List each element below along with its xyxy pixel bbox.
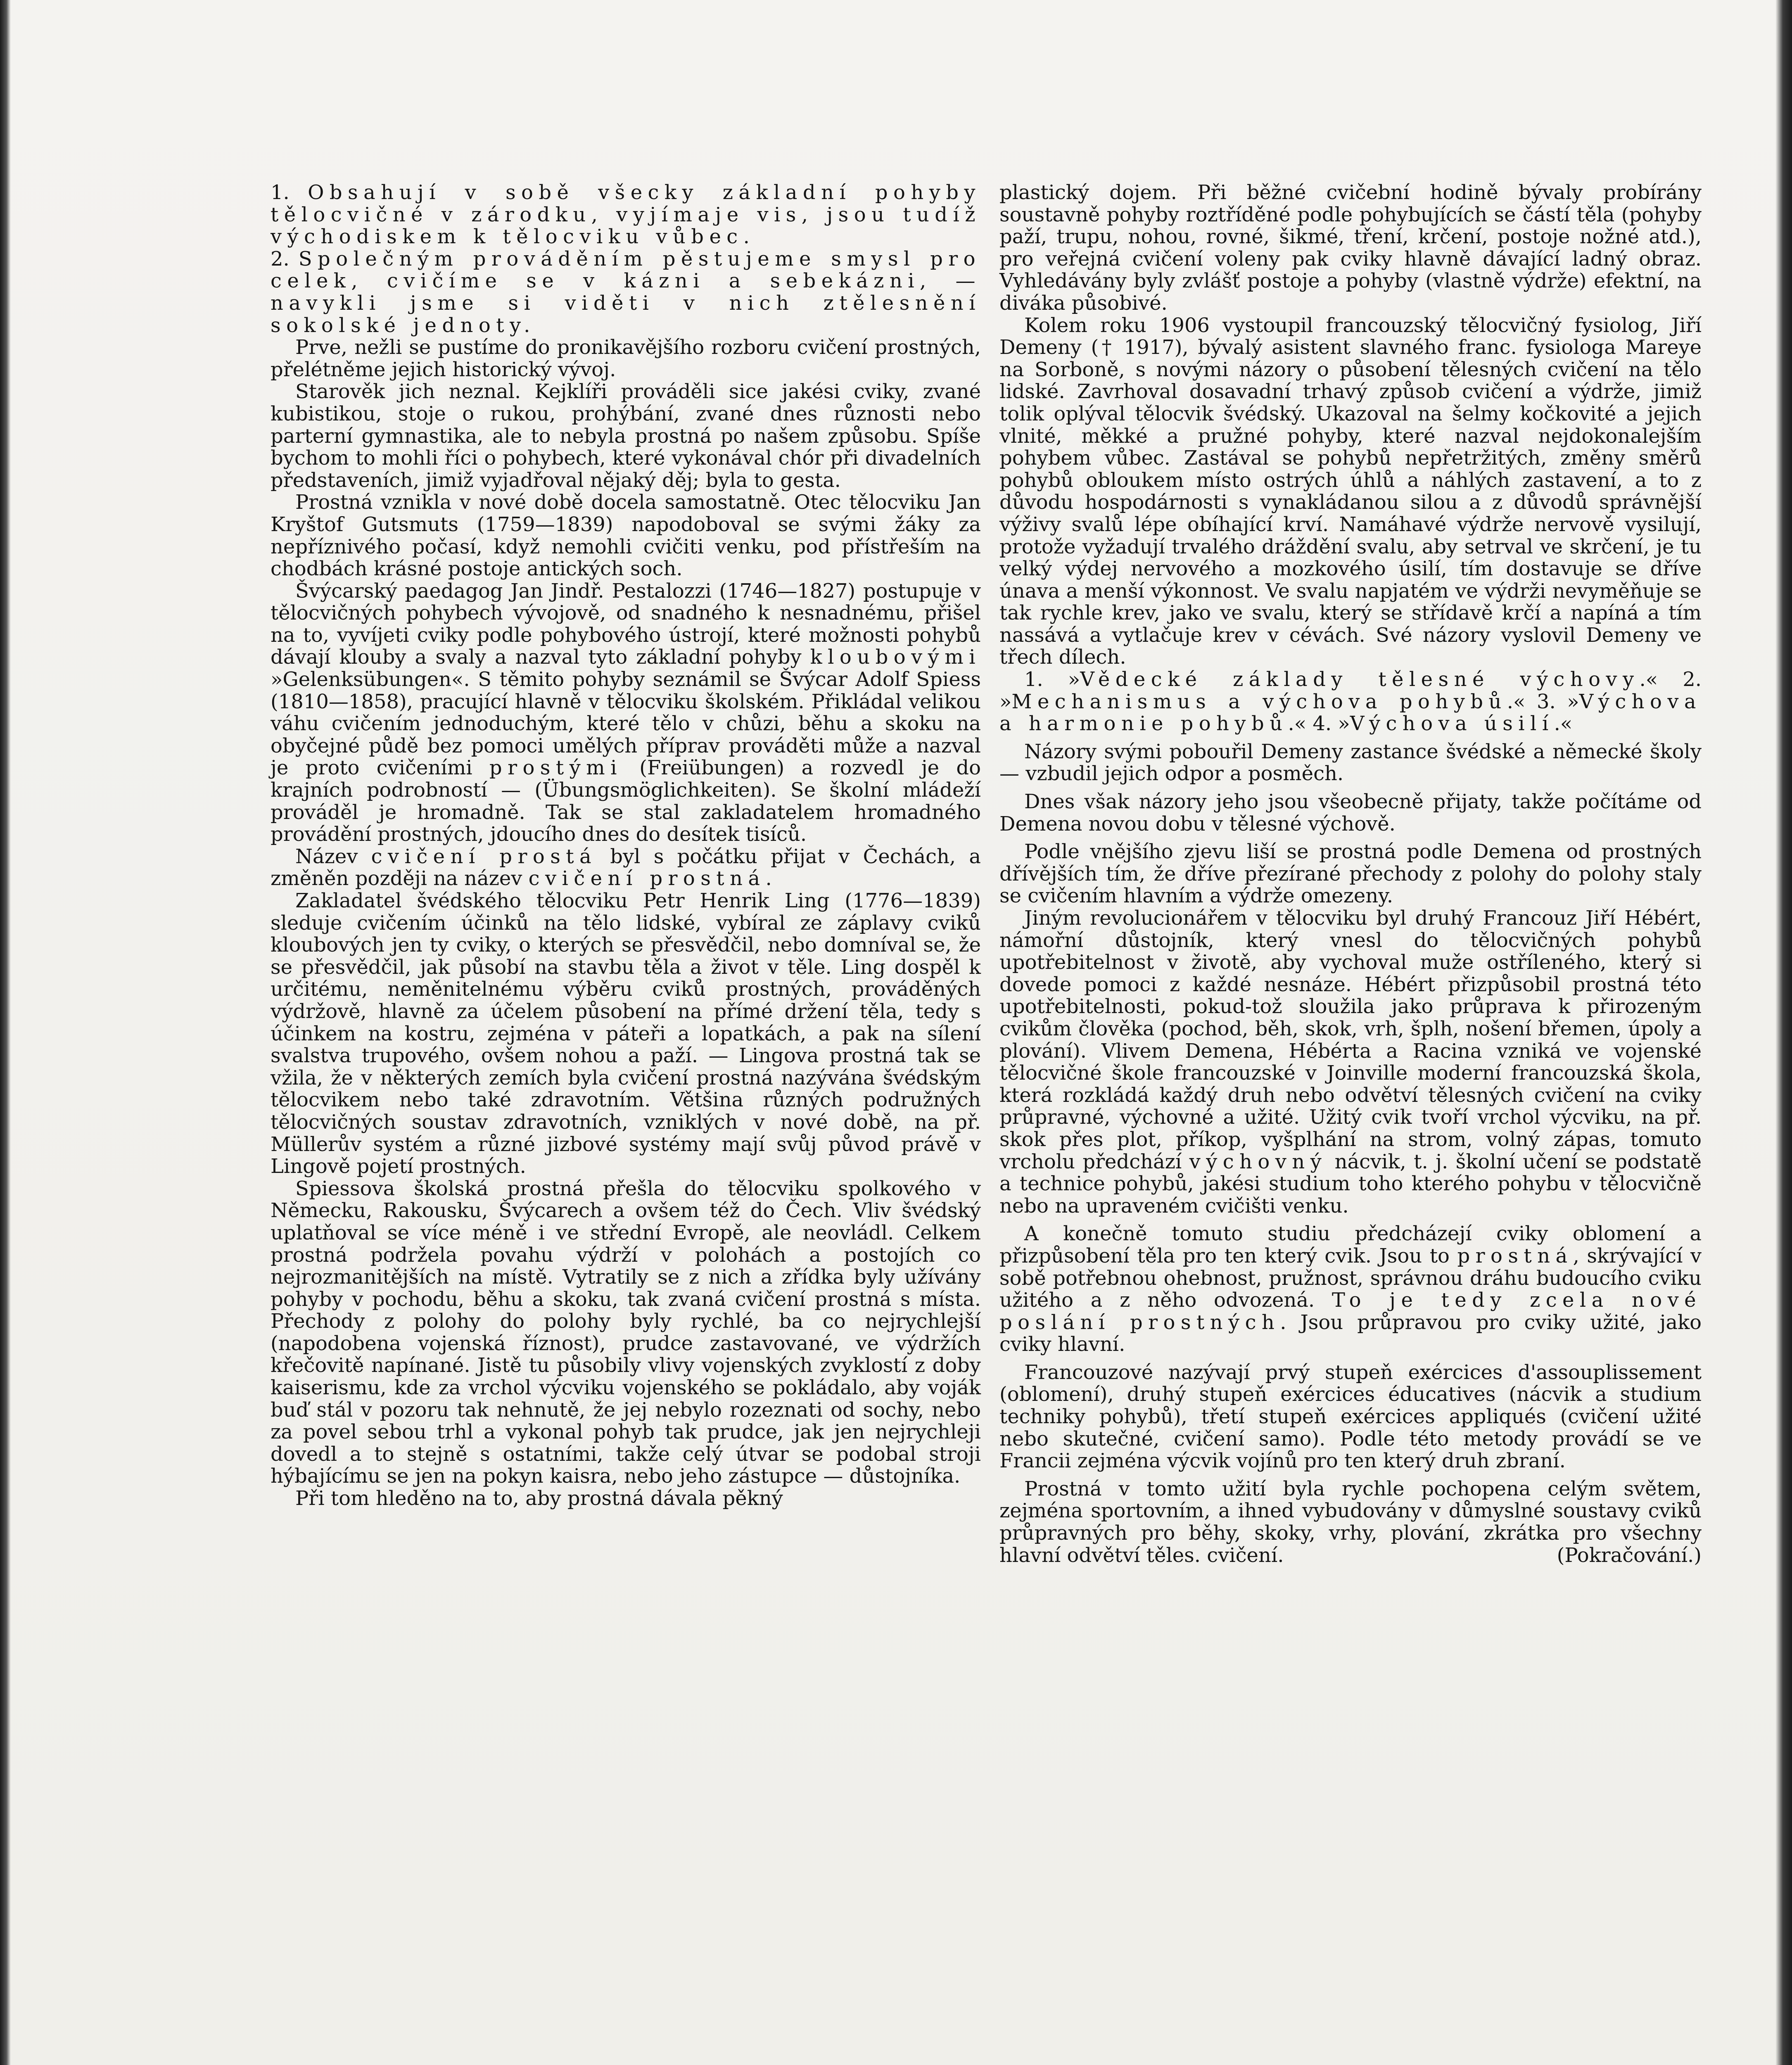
paragraph	[271, 491, 981, 580]
paragraph	[271, 580, 981, 846]
continued-note: (Pokračování.)	[1557, 1543, 1702, 1567]
paragraph	[999, 1223, 1702, 1356]
paragraph	[271, 182, 981, 248]
spaced-emphasis: Vědecké základy tělesné výchovy	[1080, 668, 1640, 691]
paragraph	[999, 1362, 1702, 1472]
spaced-emphasis: cvičení prostá	[371, 845, 597, 868]
paragraph	[271, 248, 981, 337]
spaced-emphasis: cvičení prostná	[528, 867, 766, 890]
text-run: Prve, nežli se pustíme do pronikavějšího rozboru cvičení prostných, přelétněme jejich historický vývoj.	[271, 336, 981, 381]
text-run: Prostná v tomto užití byla rychle pochopena celým světem, zejména sportovním, a ihned vybudovány v důmyslné soustavy cviků průpravných pro běhy, skoky, vrhy, plování, zkrátka pro všechny hlavní odvětví těles. cvičení.	[999, 1477, 1702, 1567]
text-run: Kolem roku 1906 vystoupil francouzský tělocvičný fysiolog, Jiří Demeny († 1917), bývalý asistent slavného franc. fysiologa Mareye na Sorboně, s novými názory o působení tělesných cvičení na tělo lidské. Zavrhoval dosavadní trhavý způsob cvičení a výdrže, jimiž tolik oplýval tělocvik švédský. Ukazoval na šelmy kočkovité a jejich vlnité, měkké a pružné pohyby, které nazval nejdokonalejším pohybem vůbec. Zastával se pohybů nepřetržitých, změny směrů pohybů obloukem místo ostrých úhlů a náhlých zastavení, a to z důvodu hospodárnosti s vynakládanou silou a z důvodů správnější výživy svalů lépe obíhající krví. Namáhavé výdrže nervově vysilují, protože vyžadují trvalého dráždění svalu, aby setrval ve skrčení, je tu velký výdej nervového a mozkového úsilí, tím dostavuje se dříve únava a menší výkonnost. Ve svalu napjatém ve výdrži nevyměňuje se tak rychle krev, jako ve svalu, který se střídavě krčí a napíná a tím nassává a vytlačuje krev v cévách. Své názory vyslovil Demeny ve třech dílech.	[999, 313, 1702, 669]
page-edge-right	[1775, 0, 1792, 2065]
text-run: Jiným revolucionářem v tělocviku byl druhý Francouz Jiří Hébért, námořní důstojník, který vnesl do tělocvičných pohybů upotřebitelnost v životě, aby vychoval muže ostříleného, který si dovede pomoci z každé nesnáze. Hébért přizpůsobil prostná této upotřebitelnosti, pokud-tož sloužila jako průprava k přirozeným cvikům člověka (pochod, běh, skok, vrh, šplh, nošení břemen, úpoly a plování). Vlivem Demena, Hébérta a Racina vzniká ve vojenské tělocvičné škole francouzské v Joinville moderní francouzská škola, která rozkládá každý druh nebo odvětví tělesných cvičení na cviky průpravné, výchovné a užité. Užitý cvik tvoří vrchol výcviku, na př. skok přes plot, příkop, vyšplhání na strom, volný zápas, tomuto vrcholu předchází	[999, 907, 1702, 1173]
spaced-emphasis: Obsahují v sobě všecky základní pohyby tělocvičné v zárodku, vyjímaje vis, jsou tudíž východiskem k tělocviku vůbec.	[271, 181, 981, 249]
left-text-column	[271, 182, 981, 1510]
text-run: 1.	[271, 181, 308, 204]
paragraph	[271, 1488, 981, 1510]
text-run: .«	[1554, 712, 1573, 736]
paragraph	[999, 841, 1702, 907]
text-run: nácvik, t. j. školní učení se podstatě a technice pohybů, jakési studium toho kterého pohybu v tělocvičně nebo na upraveném cvičišti venku.	[999, 1150, 1702, 1218]
paragraph	[999, 741, 1702, 785]
paragraph	[999, 669, 1702, 735]
spaced-emphasis: Mechanismus a výchova pohybů	[1011, 690, 1507, 713]
text-run: Francouzové nazývají prvý stupeň exércices d'assouplissement (oblomení), druhý stupeň exércices éducatives (nácvik a studium techniky pohybů), třetí stupeň exércices appliqués (cvičení užité nebo skutečné, cvičení samo). Podle této metody provádí se ve Francii zejména výcvik vojínů pro ten který druh zbraní.	[999, 1360, 1702, 1473]
spaced-emphasis: prostými	[489, 756, 622, 780]
text-run: .« 4. »	[1288, 712, 1350, 736]
text-run: plastický dojem. Při běžné cvičební hodině bývaly probírány soustavně pohyby roztříděné podle pohybujících se částí těla (pohyby paží, trupu, nohou, rovné, šikmé, tření, krčení, postoje nožné atd.), pro veřejná cvičení voleny pak cviky hlavně dávající ladný obraz. Vyhledávány byly zvlášť postoje a pohyby (vlastně výdrže) efektní, na diváka působivé.	[999, 181, 1702, 315]
text-run: , skrývající v sobě potřebnou ohebnost, pružnost, správnou dráhu budoucího cviku užitého a z něho odvozená.	[999, 1244, 1702, 1312]
text-run: Názory svými pobouřil Demeny zastance švédské a německé školy — vzbudil jejich odpor a posměch.	[999, 740, 1702, 786]
spaced-emphasis: kloubovými	[810, 646, 981, 669]
text-run: »Gelenksübungen«. S těmito pohyby seznámil se Švýcar Adolf Spiess (1810—1858), pracující hlavně v tělocviku školském. Přikládal velikou váhu cvičením jednoduchým, které tělo v chůzi, běhu a skoku na obyčejné půdě bez pomoci umělých příprav prováděti může a nazval je proto cvičeními	[271, 668, 981, 780]
spaced-emphasis: To je tedy zcela nové poslání prostných	[999, 1289, 1702, 1334]
text-run: (Freiübungen) a rozvedl je do krajních podrobností — (Übungsmöglichkeiten). Se školní mládeží prováděl je hromadně. Tak se stal zakladatelem hromadného provádění prostných, jdoucího dnes do desítek tisíců.	[271, 756, 981, 846]
spaced-emphasis: Výchova úsilí	[1350, 712, 1554, 736]
text-run: Prostná vznikla v nové době docela samostatně. Otec tělocviku Jan Kryštof Gutsmuts (1759—1839) napodoboval se svými žáky za nepříznivého počasí, když nemohli cvičiti venku, pod přístřeším na chodbách krásné postoje antických soch.	[271, 491, 981, 581]
spaced-emphasis: výchovný	[1189, 1150, 1327, 1173]
spaced-emphasis: Výchova a harmonie pohybů	[999, 690, 1702, 736]
paragraph	[271, 890, 981, 1178]
paragraph	[999, 907, 1702, 1217]
paragraph	[271, 381, 981, 491]
page-edge-left	[0, 0, 11, 2065]
text-run: byl s počátku přijat v Čechách, a změněn později na název	[271, 845, 981, 890]
text-run: Švýcarský paedagog Jan Jindř. Pestalozzi (1746—1827) postupuje v tělocvičných pohybech vývojově, od snadného k nesnadnému, přišel na to, vyvíjeti cviky podle pohybového ústrojí, které možnosti pohybů dávají klouby a svaly a nazval tyto základní pohyby	[271, 579, 981, 669]
text-run: Spiessova školská prostná přešla do tělocviku spolkového v Německu, Rakousku, Švýcarech a ovšem též do Čech. Vliv švédský uplatňoval se více méně i ve střední Evropě, ale neovládl. Celkem prostná podržela povahu výdrží v polohách a postojích co nejrozmanitějších na místě. Vytratily se z nich a zřídka byly užívány pohyby v pochodu, běhu a skoku, tak zvaná cvičení prostná s místa. Přechody z polohy do polohy byly rychlé, ba co nejrychlejší (napodobena vojenská říznost), prudce zastavované, ve výdržích křečovitě napínané. Jistě tu působily vlivy vojenských zvyklostí z doby kaiserismu, kde za vrchol výcviku vojenského se pokládalo, aby voják buď stál v pozoru tak nehnutě, že jej nebylo rozeznati od sochy, nebo za povel sebou trhl a vykonal pohyb tak prudce, jak jen nejrychleji dovedl a to stejně s ostatními, takže celý útvar se podobal stroji hýbajícímu se jen na pokyn kaisra, nebo jeho zástupce — důstojníka.	[271, 1177, 981, 1488]
paragraph	[999, 315, 1702, 669]
paragraph	[999, 182, 1702, 315]
text-run: Dnes však názory jeho jsou všeobecně přijaty, takže počítáme od Demena novou dobu v tělesné výchově.	[999, 790, 1702, 835]
text-run: . Jsou průpravou pro cviky užité, jako cviky hlavní.	[999, 1310, 1702, 1356]
paragraph	[999, 1478, 1702, 1567]
paragraph	[271, 337, 981, 381]
text-run: Podle vnějšího zjevu liší se prostná podle Demena od prostných dřívějších tím, že dříve přezírané přechody z polohy do polohy staly se cvičením hlavním a výdrže omezeny.	[999, 840, 1702, 908]
text-run: .	[765, 867, 772, 890]
text-run: Název	[295, 845, 371, 868]
text-run: Starověk jich neznal. Kejklíři prováděli sice jakési cviky, zvané kubistikou, stoje o rukou, prohýbání, zvané dnes různosti nebo parterní gymnastika, ale to nebyla prostná po našem způsobu. Spíše bychom to mohli říci o pohybech, které vykonával chór při divadelních představeních, jimiž vyjadřoval nějaký děj; byla to gesta.	[271, 380, 981, 492]
text-run: A konečně tomuto studiu předcházejí cviky oblomení a přizpůsobení těla pro ten který cvik. Jsou to	[999, 1222, 1702, 1267]
text-run: Zakladatel švédského tělocviku Petr Henrik Ling (1776—1839) sleduje cvičením účinků na tělo lidské, vybíral ze záplavy cviků kloubových jen ty cviky, o kterých se přesvědčil, nebo domníval se, že se přesvědčil, jak působí na stavbu těla a život v těle. Ling dospěl k určitému, neměnitelnému výběru cviků prostných, prováděných výdržově, hlavně za účelem působení na přímé držení těla, tedy s účinkem na kostru, zejména v páteři a lopatkách, a pak na sílení svalstva trupového, ovšem nohou a paží. — Lingova prostná tak se vžila, že v některých zemích byla cvičení prostná nazývána švédským tělocvikem nebo také zdravotním. Většina různých podružných tělocvičných soustav zdravotních, vzniklých v nové době, na př. Müllerův systém a různé jizbové systémy mají svůj původ právě v Lingově pojetí prostných.	[271, 889, 981, 1178]
paragraph	[999, 791, 1702, 835]
paragraph	[271, 1178, 981, 1488]
spaced-emphasis: prostná	[1457, 1244, 1573, 1267]
text-run: .« 3. »	[1507, 690, 1579, 713]
text-run: Při tom hleděno na to, aby prostná dávala pěkný	[295, 1487, 783, 1510]
text-run: .« 2. »	[999, 668, 1702, 713]
text-run: 1. »	[1024, 668, 1080, 691]
right-text-column	[999, 182, 1702, 1567]
text-run: 2.	[271, 247, 299, 271]
spaced-emphasis: Společným prováděním pěstujeme smysl pro celek, cvičíme se v kázni a sebekázni, — navykli jsme si viděti v nich ztělesnění sokolské jednoty.	[271, 247, 981, 337]
paragraph	[271, 846, 981, 890]
